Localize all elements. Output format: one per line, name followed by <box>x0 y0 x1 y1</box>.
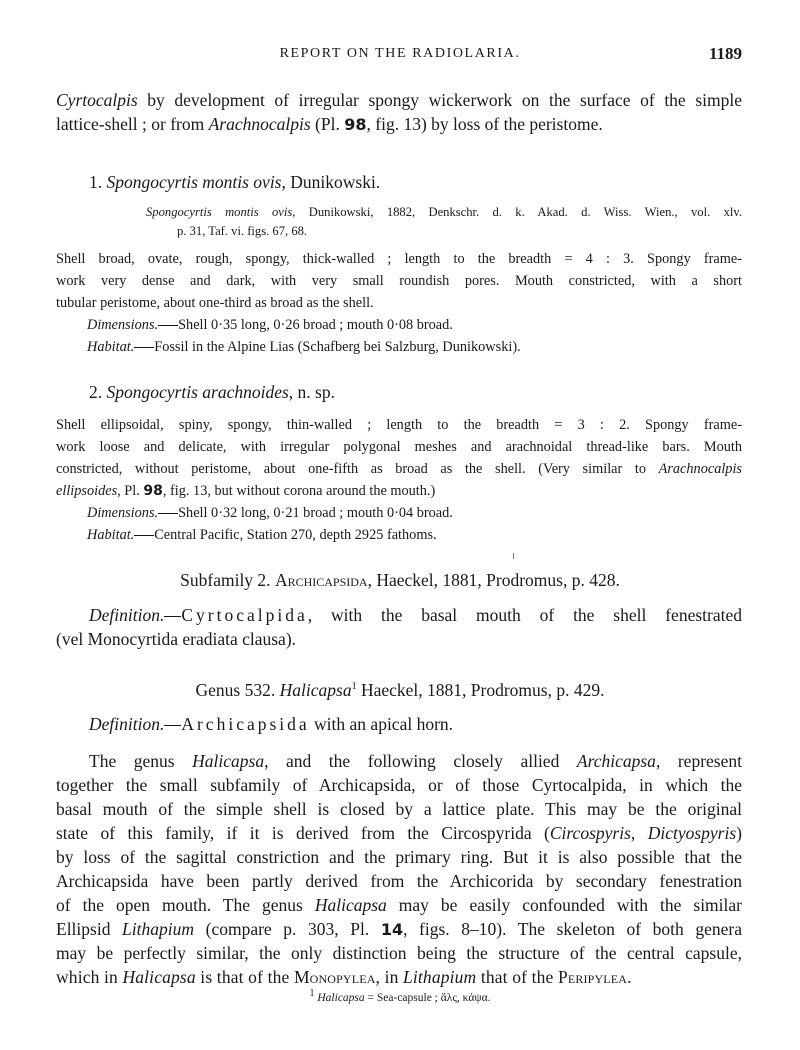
species-2-habitat: Habitat. Central Pacific, Station 270, depth 2925 fathoms. <box>87 527 437 543</box>
plate-number: 14 <box>380 920 404 939</box>
body-line-3: basal mouth of the simple shell is closed by a lattice plate. This may be the original <box>56 799 742 819</box>
species-1-desc-line-1: Shell broad, ovate, rough, spongy, thick-walled ; length to the breadth = 4 : 3. Spongy frame- <box>56 251 742 267</box>
species-2-heading: 2. Spongocyrtis arachnoides, n. sp. <box>89 382 335 402</box>
subfamily-definition-line-2: (vel Monocyrtida eradiata clausa). <box>56 629 297 649</box>
plate-number: 98 <box>344 115 367 134</box>
body-line-1: The genus Halicapsa, and the following closely allied Archicapsa, represent <box>89 751 742 771</box>
intro-line-1: Cyrtocalpis by development of irregular spongy wickerwork on the surface of the simple <box>56 90 742 110</box>
species-1-habitat: Habitat. Fossil in the Alpine Lias (Schafberg bei Salzburg, Dunikowski). <box>87 339 521 355</box>
subfamily-heading: Subfamily 2. Archicapsida, Haeckel, 1881, Prodromus, p. 428. <box>180 570 620 590</box>
species-1-desc-line-3: tubular peristome, about one-third as broad as the shell. <box>56 295 374 311</box>
species-2-desc-line-1: Shell ellipsoidal, spiny, spongy, thin-walled ; length to the breadth = 3 : 2. Spongy frame- <box>56 417 742 433</box>
footnote: $^1$ Halicapsa = Sea-capsule ; ἅλς, κάψα. <box>309 988 491 1004</box>
species-1-heading: 1. Spongocyrtis montis ovis, Dunikowski. <box>89 172 381 192</box>
running-title: REPORT ON THE RADIOLARIA. <box>279 46 521 61</box>
print-mark <box>513 553 514 559</box>
body-line-9: may be perfectly similar, the only distinction being the structure of the central capsule, <box>56 943 742 963</box>
species-2-desc-line-3: constricted, without peristome, about one-fifth as broad as the shell. (Very similar to Arachnocalpis <box>56 461 742 477</box>
species-1-reference-line-2: p. 31, Taf. vi. figs. 67, 68. <box>177 224 308 238</box>
species-1-dimensions: Dimensions. Shell 0·35 long, 0·26 broad ; mouth 0·08 broad. <box>87 317 453 333</box>
species-1-reference-line-1: Spongocyrtis montis ovis, Dunikowski, 1882, Denkschr. d. k. Akad. d. Wiss. Wien., vol. xlv. <box>146 205 742 219</box>
running-header <box>0 46 800 70</box>
species-2-dimensions: Dimensions. Shell 0·32 long, 0·21 broad ; mouth 0·04 broad. <box>87 505 453 521</box>
body-line-10: which in Halicapsa is that of the Monopylea, in Lithapium that of the Peripylea. <box>56 967 632 987</box>
body-line-5: by loss of the sagittal constriction and the primary ring. But it is also possible that the <box>56 847 742 867</box>
species-2-desc-line-4: ellipsoides, Pl. 98, fig. 13, but without corona around the mouth.) <box>56 483 436 499</box>
body-line-2: together the small subfamily of Archicapsida, or of those Cyrtocalpida, in which the <box>56 775 742 795</box>
genus-heading: Genus 532. Halicapsa$^1$ Haeckel, 1881, Prodromus, p. 429. <box>195 680 605 700</box>
species-1-desc-line-2: work very dense and dark, with very small roundish pores. Mouth constricted, with a short <box>56 273 742 289</box>
subfamily-definition-line-1: Definition. Cyrtocalpida, with the basal mouth of the shell fenestrated <box>89 605 742 625</box>
page-number: 1189 <box>708 44 742 63</box>
body-line-4: state of this family, if it is derived from the Circospyrida (Circospyris, Dictyospyris) <box>56 823 742 843</box>
body-line-8: Ellipsid Lithapium (compare p. 303, Pl. 14, figs. 8–10). The skeleton of both genera <box>56 919 742 939</box>
intro-line-2: lattice-shell ; or from Arachnocalpis (Pl. 98, fig. 13) by loss of the peristome. <box>56 114 603 134</box>
species-2-desc-line-2: work loose and delicate, with irregular polygonal meshes and arachnoidal thread-like bars. Mouth <box>56 439 742 455</box>
body-line-7: of the open mouth. The genus Halicapsa may be easily confounded with the similar <box>56 895 742 915</box>
body-line-6: Archicapsida have been partly derived from the Archicorida by secondary fenestration <box>56 871 742 891</box>
genus-definition: Definition. Archicapsida with an apical horn. <box>89 714 454 734</box>
footnote-marker: 1 <box>351 681 357 693</box>
plate-number: 98 <box>143 483 163 499</box>
